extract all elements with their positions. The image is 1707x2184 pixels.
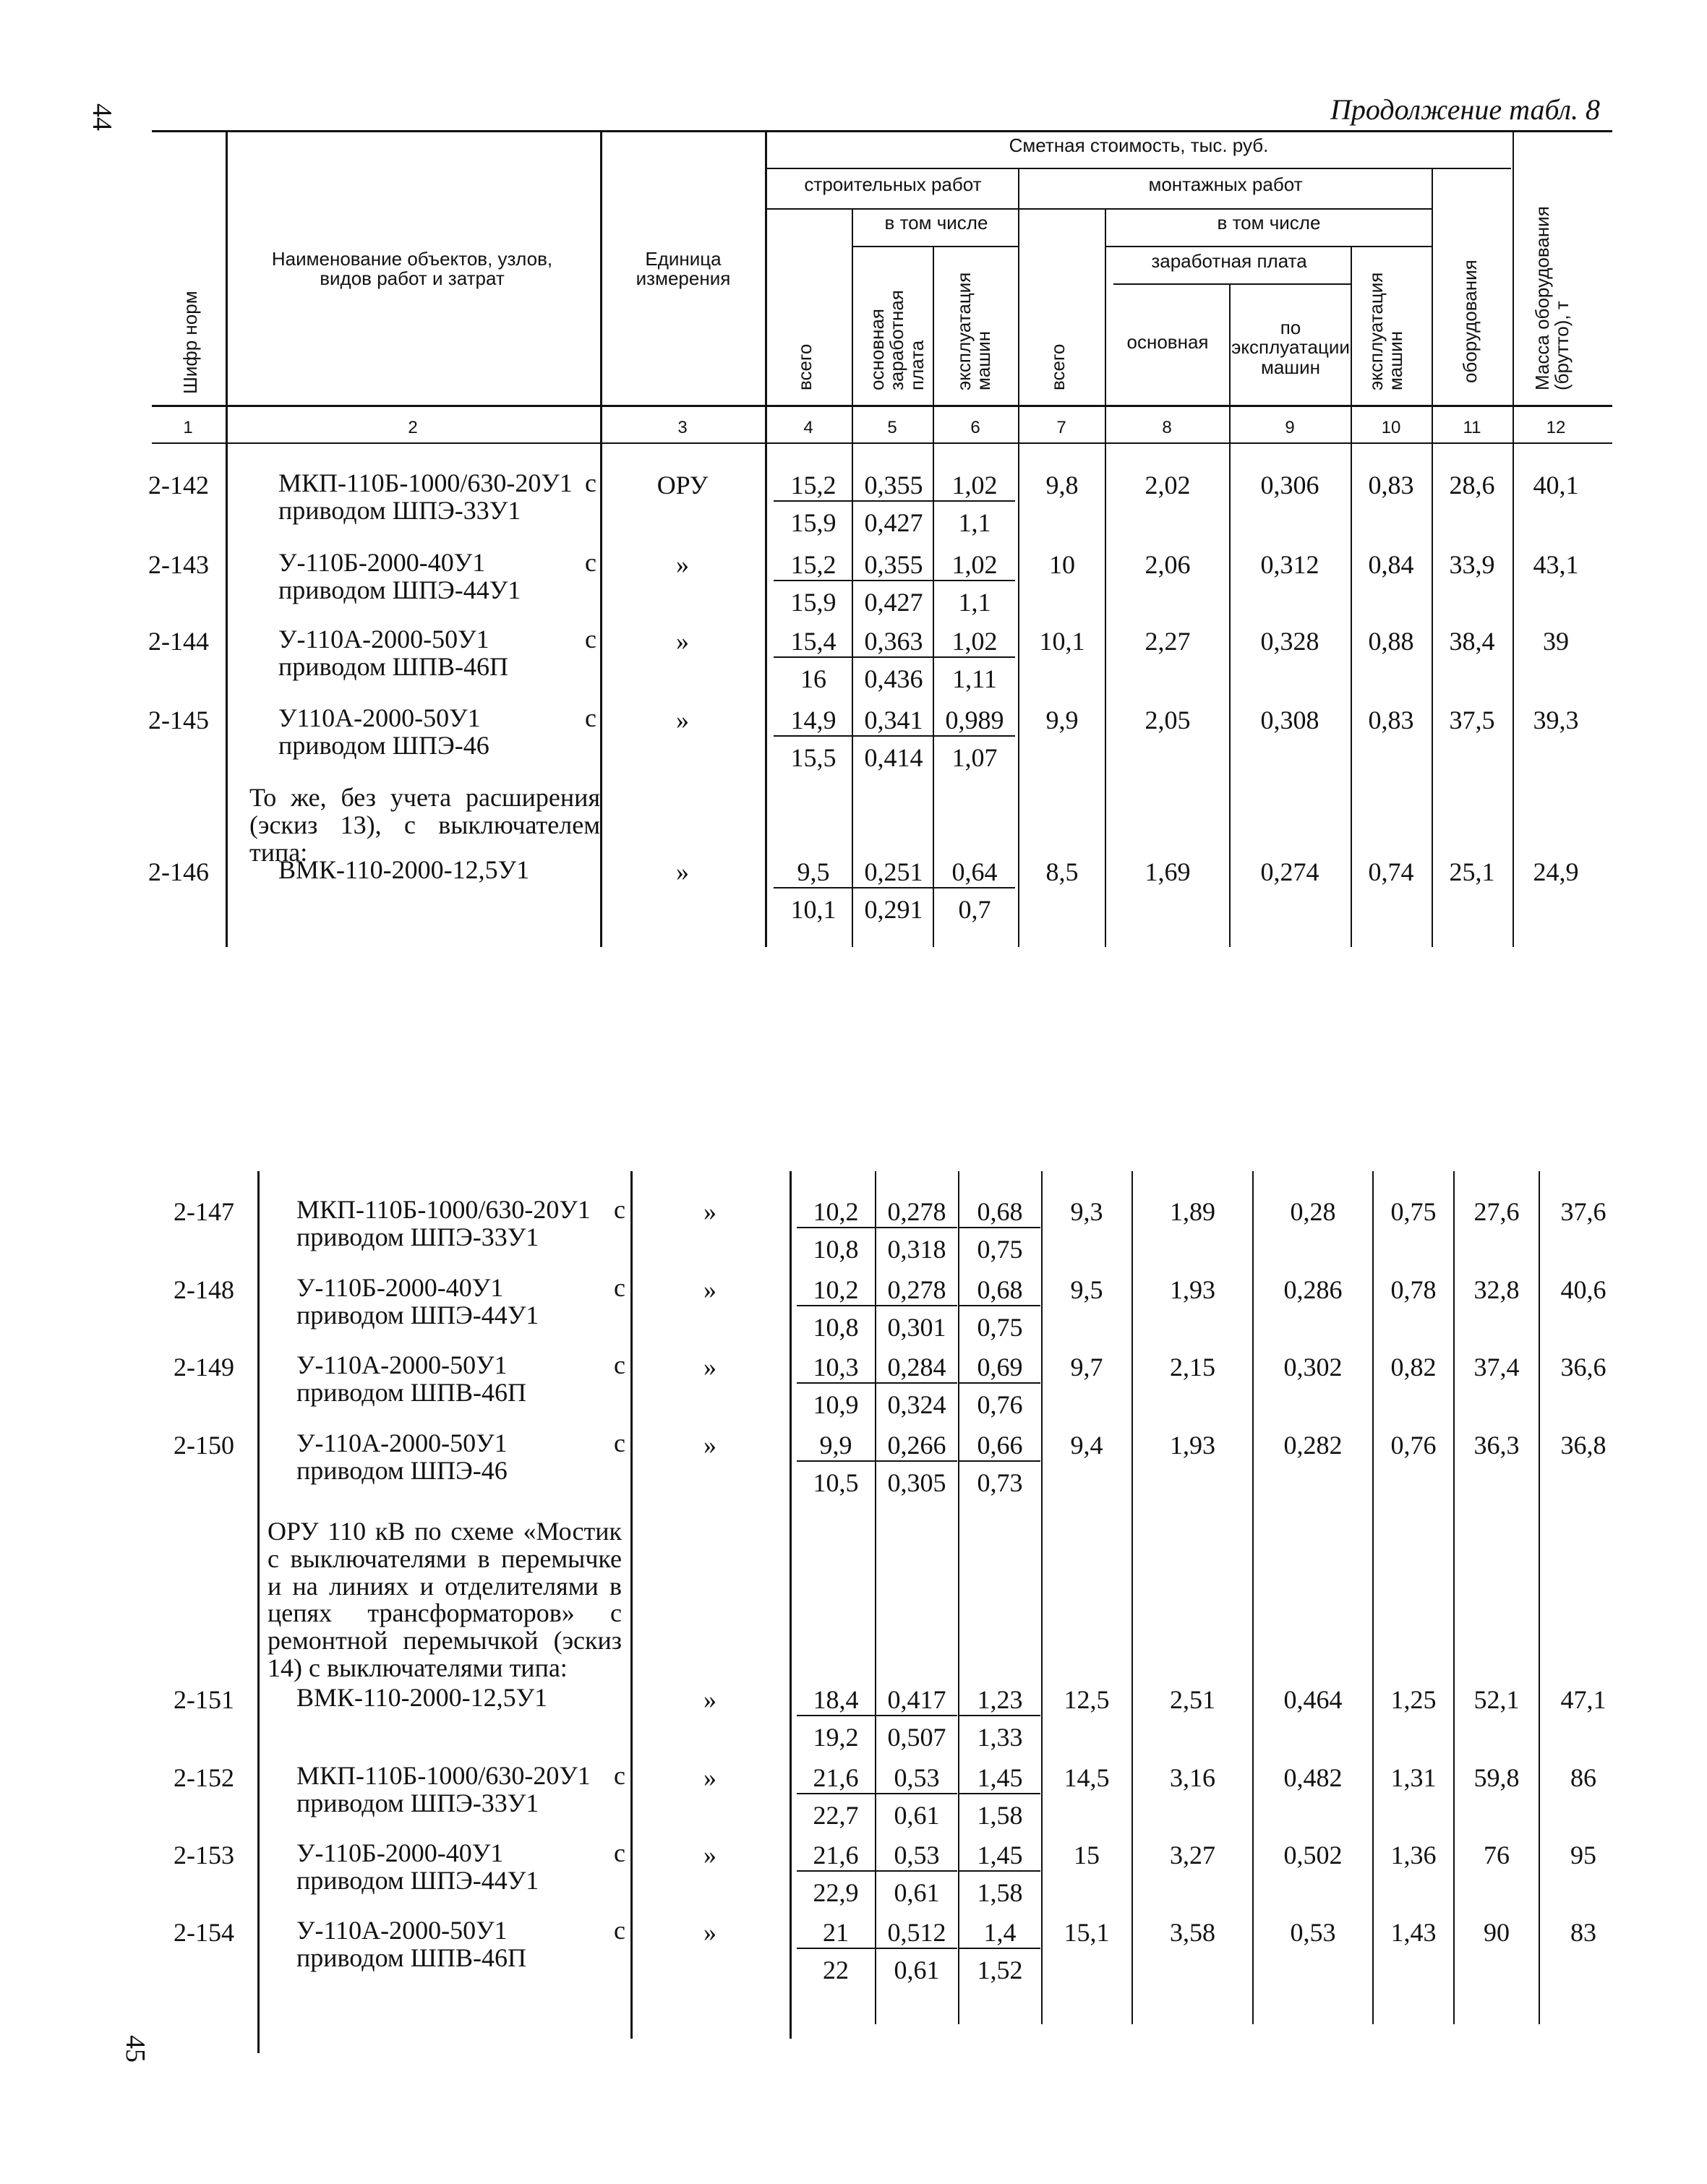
col-number: 3 <box>677 418 688 437</box>
fraction-numerator: 0,341 <box>853 705 934 737</box>
header-vsego-1: всего <box>794 343 816 390</box>
row-c9: 0,328 <box>1260 627 1319 656</box>
row-c6-fraction <box>934 857 1015 925</box>
row-c12: 39,3 <box>1533 706 1579 735</box>
header-ekspl-1: эксплуатация машин <box>953 272 995 390</box>
row-name: ВМК-110-2000-12,5У1 <box>278 855 530 884</box>
row-c12: 39 <box>1543 627 1569 656</box>
row-c6-fraction <box>934 470 1015 538</box>
fraction-denominator: 0,427 <box>864 588 923 617</box>
header-osn-zarplata: основная заработная плата <box>866 290 928 390</box>
col-number: 8 <box>1162 418 1172 437</box>
row-c12: 24,9 <box>1533 857 1579 886</box>
row-c8: 3,58 <box>1170 1918 1215 1947</box>
row-unit: » <box>703 1353 716 1382</box>
row-c9: 0,274 <box>1260 857 1319 886</box>
row-c11: 33,9 <box>1449 550 1495 579</box>
fraction-denominator: 10,8 <box>813 1313 859 1342</box>
row-c9: 0,312 <box>1260 550 1319 579</box>
row-c9: 0,464 <box>1283 1685 1343 1714</box>
row-code: 2-148 <box>174 1275 234 1304</box>
row-c6-fraction <box>959 1840 1040 1908</box>
fraction-numerator: 0,355 <box>853 470 934 502</box>
row-c12: 40,6 <box>1560 1275 1607 1304</box>
fraction-denominator: 10,8 <box>813 1235 859 1264</box>
row-c10: 0,75 <box>1390 1197 1437 1226</box>
col-number: 4 <box>803 418 813 437</box>
fraction-denominator: 0,301 <box>887 1313 946 1342</box>
row-unit: » <box>703 1763 716 1792</box>
fraction-denominator: 0,414 <box>864 743 923 772</box>
fraction-denominator: 22 <box>823 1956 849 1984</box>
row-c12: 95 <box>1570 1841 1596 1870</box>
row-code: 2-153 <box>174 1841 234 1870</box>
fraction-numerator: 10,2 <box>797 1196 875 1228</box>
row-c10: 0,83 <box>1368 706 1414 735</box>
row-c4-fraction <box>774 549 853 617</box>
fraction-numerator: 0,363 <box>853 626 934 658</box>
row-c9: 0,302 <box>1283 1353 1343 1382</box>
row-c7: 9,7 <box>1070 1353 1103 1382</box>
row-c10: 0,78 <box>1390 1275 1437 1304</box>
fraction-numerator: 15,2 <box>774 549 853 581</box>
fraction-denominator: 22,9 <box>813 1878 859 1907</box>
fraction-numerator: 0,69 <box>959 1352 1040 1384</box>
row-name: МКП-110Б-1000/630-20У1 с приводом ШПЭ-33У1 <box>296 1195 625 1251</box>
fraction-denominator: 0,427 <box>864 508 923 537</box>
fraction-numerator: 0,355 <box>853 549 934 581</box>
row-c10: 1,25 <box>1390 1685 1437 1714</box>
fraction-denominator: 1,52 <box>977 1956 1023 1984</box>
row-c10: 1,31 <box>1390 1763 1437 1792</box>
row-c12: 43,1 <box>1533 550 1579 579</box>
fraction-denominator: 0,507 <box>887 1723 946 1752</box>
row-c8: 2,06 <box>1145 550 1191 579</box>
fraction-denominator: 0,318 <box>887 1235 946 1264</box>
fraction-numerator: 0,417 <box>876 1684 957 1716</box>
row-c5-fraction <box>876 1763 957 1830</box>
row-c11: 25,1 <box>1449 857 1495 886</box>
header-massa: Масса оборудования (брутто), т <box>1531 206 1573 390</box>
header-osnovnaya: основная <box>1126 331 1209 353</box>
row-c9: 0,53 <box>1290 1918 1336 1947</box>
section2-note: ОРУ 110 кВ по схеме «Мостик с выключателями в перемычке и на линиях и отделителями в цепях трансформаторов» с ремонтной перемычкой (эскиз 14) с выключателями типа: <box>268 1517 622 1682</box>
continuation-label: Продолжение табл. 8 <box>1330 93 1601 126</box>
fraction-numerator: 0,251 <box>853 857 934 888</box>
row-c11: 52,1 <box>1473 1685 1520 1714</box>
fraction-denominator: 15,9 <box>790 588 837 617</box>
header-smeta: Сметная стоимость, тыс. руб. <box>1009 134 1269 156</box>
row-code: 2-154 <box>174 1918 234 1947</box>
row-c6-fraction <box>959 1430 1040 1498</box>
fraction-numerator: 1,02 <box>934 470 1015 502</box>
col-number: 10 <box>1381 418 1401 437</box>
row-c7: 9,9 <box>1045 706 1079 735</box>
row-c7: 12,5 <box>1064 1685 1110 1714</box>
col-number: 12 <box>1546 418 1566 437</box>
row-c4-fraction <box>774 857 853 925</box>
row-c6-fraction <box>959 1763 1040 1830</box>
row-c4-fraction <box>797 1684 875 1752</box>
col-number: 5 <box>887 418 897 437</box>
row-c12: 36,6 <box>1560 1353 1607 1382</box>
fraction-numerator: 14,9 <box>774 705 853 737</box>
left-page-number: 44 <box>87 103 117 131</box>
fraction-denominator: 0,291 <box>864 895 923 924</box>
fraction-numerator: 0,68 <box>959 1275 1040 1306</box>
fraction-denominator: 1,11 <box>952 664 997 693</box>
fraction-numerator: 0,53 <box>876 1840 957 1872</box>
row-c9: 0,482 <box>1283 1763 1343 1792</box>
fraction-denominator: 0,324 <box>887 1390 946 1419</box>
col-number: 1 <box>183 418 193 437</box>
row-c8: 2,05 <box>1145 706 1191 735</box>
fraction-denominator: 19,2 <box>813 1723 859 1752</box>
row-c11: 37,4 <box>1473 1353 1520 1382</box>
row-name: ВМК-110-2000-12,5У1 <box>296 1683 548 1712</box>
row-c10: 0,84 <box>1368 550 1414 579</box>
row-c7: 9,4 <box>1070 1431 1103 1460</box>
row-c5-fraction <box>876 1275 957 1342</box>
fraction-denominator: 0,61 <box>894 1878 940 1907</box>
fraction-numerator: 10,2 <box>797 1275 875 1306</box>
section1-note: То же, без учета расширения (эскиз 13), с выключателем типа: <box>249 783 600 867</box>
header-v-tom-chisle-1: в том числе <box>884 212 988 234</box>
row-c10: 0,88 <box>1368 627 1414 656</box>
row-name: У-110Б-2000-40У1 с приводом ШПЭ-44У1 <box>296 1838 625 1895</box>
header-oborud: оборудования <box>1459 260 1481 383</box>
row-name: У-110Б-2000-40У1 с приводом ШПЭ-44У1 <box>296 1273 625 1329</box>
fraction-denominator: 10,1 <box>790 895 837 924</box>
fraction-denominator: 0,305 <box>887 1468 946 1497</box>
fraction-denominator: 22,7 <box>813 1801 859 1830</box>
fraction-numerator: 21,6 <box>797 1840 875 1872</box>
row-c4-fraction <box>774 470 853 538</box>
row-c4-fraction <box>797 1763 875 1830</box>
row-c7: 10 <box>1049 550 1075 579</box>
row-c4-fraction <box>797 1917 875 1985</box>
row-c12: 83 <box>1570 1918 1596 1947</box>
row-c9: 0,308 <box>1260 706 1319 735</box>
row-name: МКП-110Б-1000/630-20У1 с приводом ШПЭ-33У1 <box>278 468 596 525</box>
row-c12: 37,6 <box>1560 1197 1607 1226</box>
row-c6-fraction <box>934 549 1015 617</box>
row-c5-fraction <box>853 626 934 694</box>
fraction-numerator: 1,23 <box>959 1684 1040 1716</box>
fraction-numerator: 1,45 <box>959 1763 1040 1794</box>
header-vsego-2: всего <box>1047 343 1069 390</box>
row-code: 2-144 <box>148 627 209 656</box>
fraction-denominator: 1,58 <box>977 1878 1023 1907</box>
fraction-denominator: 10,5 <box>813 1468 859 1497</box>
row-unit: » <box>703 1841 716 1870</box>
header-ekspl-2: эксплуатация машин <box>1365 272 1407 390</box>
row-c4-fraction <box>797 1275 875 1342</box>
fraction-numerator: 0,278 <box>876 1196 957 1228</box>
row-unit: » <box>703 1685 716 1714</box>
fraction-denominator: 15,9 <box>790 508 837 537</box>
row-unit: » <box>676 627 689 656</box>
row-c8: 2,02 <box>1145 471 1191 500</box>
row-c7: 10,1 <box>1039 627 1085 656</box>
fraction-numerator: 1,02 <box>934 626 1015 658</box>
fraction-denominator: 0,7 <box>958 895 991 924</box>
row-c8: 2,51 <box>1170 1685 1215 1714</box>
row-c12: 47,1 <box>1560 1685 1607 1714</box>
row-name: У-110А-2000-50У1 с приводом ШПВ-46П <box>278 625 596 681</box>
row-c8: 3,16 <box>1170 1763 1215 1792</box>
col-number: 6 <box>970 418 980 437</box>
row-code: 2-151 <box>174 1685 234 1714</box>
row-c7: 9,3 <box>1070 1197 1103 1226</box>
row-c10: 0,76 <box>1390 1431 1437 1460</box>
row-c10: 0,83 <box>1368 471 1414 500</box>
row-c5-fraction <box>876 1196 957 1264</box>
fraction-numerator: 9,9 <box>797 1430 875 1462</box>
row-unit: » <box>676 706 689 735</box>
fraction-numerator: 0,66 <box>959 1430 1040 1462</box>
fraction-denominator: 16 <box>800 664 826 693</box>
fraction-denominator: 0,75 <box>977 1313 1023 1342</box>
col-number: 2 <box>408 418 418 437</box>
row-name: У-110А-2000-50У1 с приводом ШПЭ-46 <box>296 1429 625 1485</box>
row-c5-fraction <box>876 1840 957 1908</box>
row-c4-fraction <box>797 1196 875 1264</box>
row-code: 2-142 <box>148 471 209 500</box>
row-unit: » <box>703 1431 716 1460</box>
fraction-numerator: 0,278 <box>876 1275 957 1306</box>
row-c10: 0,82 <box>1390 1353 1437 1382</box>
fraction-denominator: 1,07 <box>951 743 998 772</box>
fraction-numerator: 15,4 <box>774 626 853 658</box>
row-name: У-110А-2000-50У1 с приводом ШПВ-46П <box>296 1916 625 1972</box>
row-c8: 2,27 <box>1145 627 1191 656</box>
row-c9: 0,502 <box>1283 1841 1343 1870</box>
row-c11: 36,3 <box>1473 1431 1520 1460</box>
fraction-denominator: 0,73 <box>977 1468 1023 1497</box>
header-name: Наименование объектов, узлов, видов работ и затрат <box>271 248 553 290</box>
row-c4-fraction <box>774 626 853 694</box>
row-c8: 2,15 <box>1170 1353 1215 1382</box>
row-c6-fraction <box>959 1684 1040 1752</box>
row-c7: 15 <box>1074 1841 1100 1870</box>
header-unit: Единица измерения <box>636 248 731 290</box>
row-c9: 0,28 <box>1290 1197 1336 1226</box>
col-number: 11 <box>1463 418 1481 437</box>
row-name: МКП-110Б-1000/630-20У1 с приводом ШПЭ-33У1 <box>296 1761 625 1817</box>
fraction-numerator: 9,5 <box>774 857 853 888</box>
row-c11: 76 <box>1484 1841 1510 1870</box>
row-c5-fraction <box>876 1684 957 1752</box>
fraction-numerator: 10,3 <box>797 1352 875 1384</box>
fraction-numerator: 0,68 <box>959 1196 1040 1228</box>
row-c7: 15,1 <box>1064 1918 1110 1947</box>
fraction-denominator: 1,1 <box>958 508 991 537</box>
row-unit: ОРУ <box>656 471 709 500</box>
header-stroit: строительных работ <box>804 174 982 195</box>
row-c4-fraction <box>774 705 853 773</box>
right-page-number: 45 <box>120 2035 150 2063</box>
fraction-numerator: 0,53 <box>876 1763 957 1794</box>
row-c7: 9,5 <box>1070 1275 1103 1304</box>
row-code: 2-145 <box>148 706 209 735</box>
fraction-numerator: 0,266 <box>876 1430 957 1462</box>
row-code: 2-143 <box>148 550 209 579</box>
row-c5-fraction <box>876 1352 957 1420</box>
row-c8: 1,93 <box>1170 1431 1215 1460</box>
fraction-denominator: 0,61 <box>894 1956 940 1984</box>
row-unit: » <box>676 550 689 579</box>
header-shifr: Шифр норм <box>179 291 201 394</box>
row-c6-fraction <box>934 705 1015 773</box>
row-c5-fraction <box>853 705 934 773</box>
fraction-denominator: 0,75 <box>977 1235 1023 1264</box>
row-unit: » <box>703 1918 716 1947</box>
fraction-numerator: 0,512 <box>876 1917 957 1949</box>
fraction-denominator: 1,33 <box>977 1723 1023 1752</box>
row-name: У110А-2000-50У1 с приводом ШПЭ-46 <box>278 703 596 760</box>
header-zarplata: заработная плата <box>1151 250 1307 272</box>
row-c4-fraction <box>797 1430 875 1498</box>
row-c9: 0,306 <box>1260 471 1319 500</box>
fraction-numerator: 15,2 <box>774 470 853 502</box>
row-c12: 40,1 <box>1533 471 1579 500</box>
row-c7: 14,5 <box>1064 1763 1110 1792</box>
row-c5-fraction <box>876 1430 957 1498</box>
fraction-numerator: 0,989 <box>934 705 1015 737</box>
fraction-denominator: 1,1 <box>958 588 991 617</box>
header-montazh: монтажных работ <box>1148 174 1303 195</box>
fraction-numerator: 0,284 <box>876 1352 957 1384</box>
row-c10: 1,43 <box>1390 1918 1437 1947</box>
row-c11: 37,5 <box>1449 706 1495 735</box>
fraction-denominator: 0,76 <box>977 1390 1023 1419</box>
fraction-denominator: 0,61 <box>894 1801 940 1830</box>
col-number: 9 <box>1285 418 1295 437</box>
header-po-ekspl: по эксплуатации машин <box>1231 317 1350 378</box>
fraction-denominator: 0,436 <box>864 664 923 693</box>
fraction-numerator: 0,64 <box>934 857 1015 888</box>
row-c11: 32,8 <box>1473 1275 1520 1304</box>
row-name: У-110А-2000-50У1 с приводом ШПВ-46П <box>296 1350 625 1407</box>
row-c8: 3,27 <box>1170 1841 1215 1870</box>
row-c7: 9,8 <box>1045 471 1079 500</box>
row-c11: 90 <box>1484 1918 1510 1947</box>
row-unit: » <box>703 1275 716 1304</box>
row-c8: 1,69 <box>1145 857 1191 886</box>
fraction-denominator: 10,9 <box>813 1390 859 1419</box>
row-c11: 59,8 <box>1473 1763 1520 1792</box>
row-c12: 36,8 <box>1560 1431 1607 1460</box>
fraction-denominator: 15,5 <box>790 743 837 772</box>
row-c8: 1,89 <box>1170 1197 1215 1226</box>
row-c10: 1,36 <box>1390 1841 1437 1870</box>
row-c8: 1,93 <box>1170 1275 1215 1304</box>
row-c6-fraction <box>959 1196 1040 1264</box>
row-c9: 0,286 <box>1283 1275 1343 1304</box>
fraction-numerator: 21,6 <box>797 1763 875 1794</box>
row-unit: » <box>676 857 689 886</box>
row-c9: 0,282 <box>1283 1431 1343 1460</box>
row-c12: 86 <box>1570 1763 1596 1792</box>
row-c5-fraction <box>853 857 934 925</box>
row-unit: » <box>703 1197 716 1226</box>
row-code: 2-152 <box>174 1763 234 1792</box>
row-code: 2-146 <box>148 857 209 886</box>
fraction-numerator: 21 <box>797 1917 875 1949</box>
row-c10: 0,74 <box>1368 857 1414 886</box>
row-c6-fraction <box>959 1352 1040 1420</box>
row-c4-fraction <box>797 1840 875 1908</box>
row-c6-fraction <box>934 626 1015 694</box>
row-c11: 27,6 <box>1473 1197 1520 1226</box>
row-c4-fraction <box>797 1352 875 1420</box>
header-v-tom-chisle-2: в том числе <box>1217 212 1321 234</box>
fraction-numerator: 1,4 <box>959 1917 1040 1949</box>
row-code: 2-150 <box>174 1431 234 1460</box>
fraction-numerator: 1,45 <box>959 1840 1040 1872</box>
row-name: У-110Б-2000-40У1 с приводом ШПЭ-44У1 <box>278 548 596 604</box>
row-code: 2-149 <box>174 1353 234 1382</box>
row-c6-fraction <box>959 1917 1040 1985</box>
row-c5-fraction <box>853 549 934 617</box>
fraction-numerator: 1,02 <box>934 549 1015 581</box>
row-c11: 38,4 <box>1449 627 1495 656</box>
col-number: 7 <box>1056 418 1066 437</box>
row-code: 2-147 <box>174 1197 234 1226</box>
row-c11: 28,6 <box>1449 471 1495 500</box>
fraction-numerator: 18,4 <box>797 1684 875 1716</box>
row-c7: 8,5 <box>1045 857 1079 886</box>
row-c5-fraction <box>876 1917 957 1985</box>
fraction-denominator: 1,58 <box>977 1801 1023 1830</box>
row-c5-fraction <box>853 470 934 538</box>
row-c6-fraction <box>959 1275 1040 1342</box>
